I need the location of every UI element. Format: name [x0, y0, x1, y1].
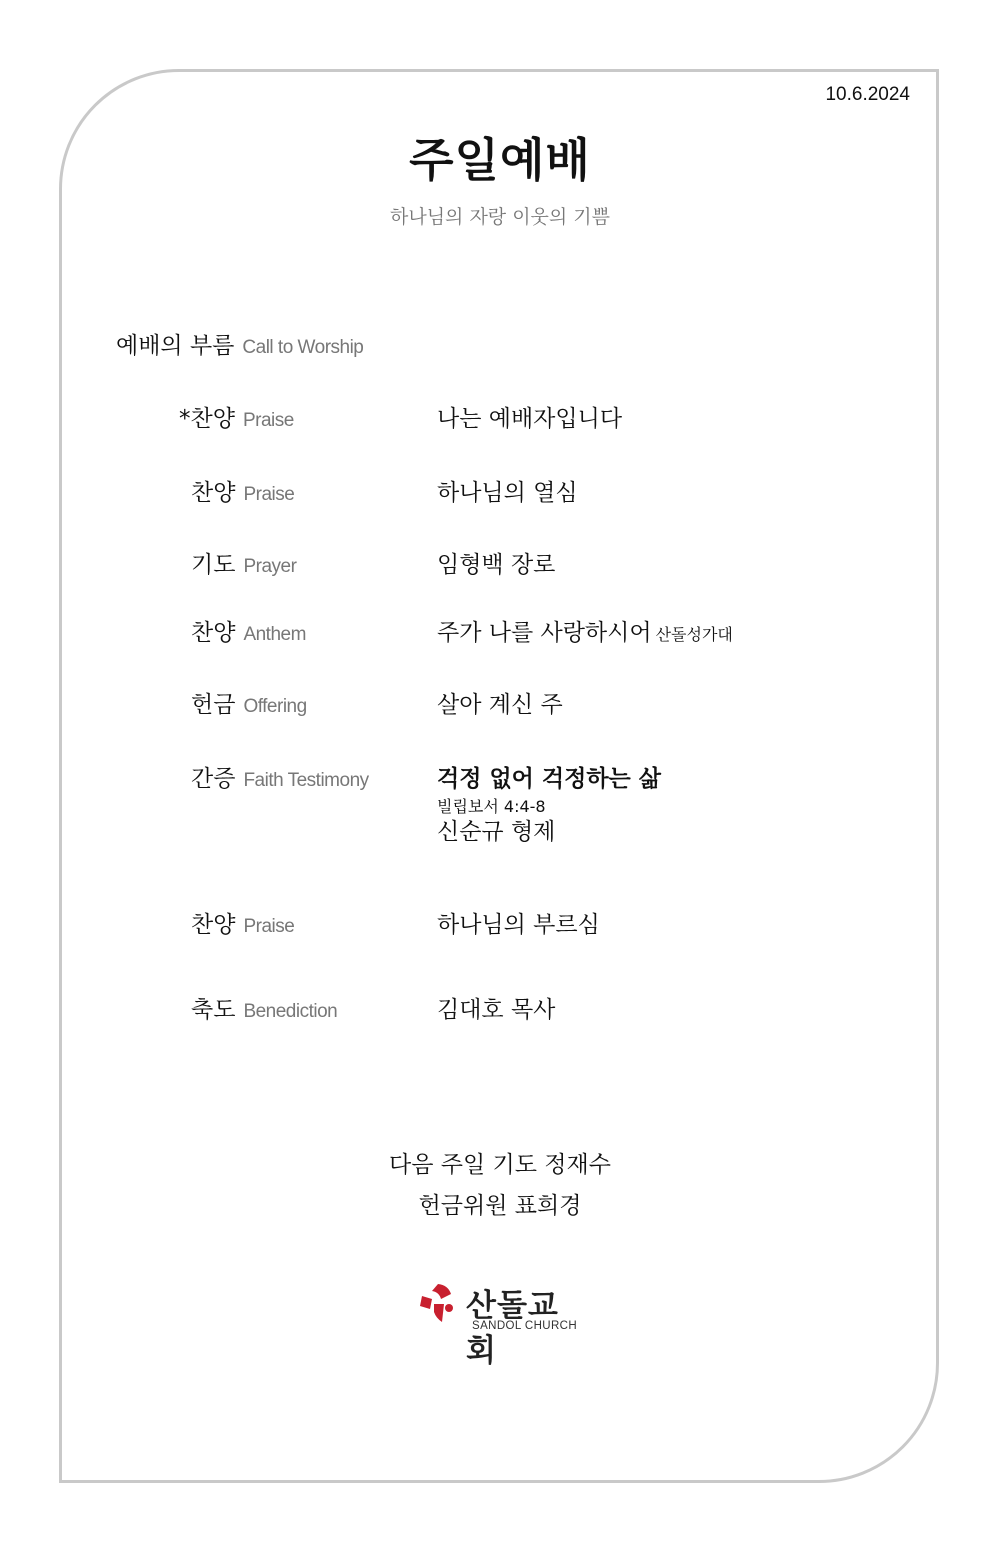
call-to-worship-ko: 예배의 부름 [116, 333, 235, 359]
offering-committee: 헌금위원 표희경 [418, 1193, 582, 1219]
order-label [191, 614, 306, 647]
order-label [191, 546, 296, 579]
order-content: 하나님의 부르심 [437, 912, 600, 938]
order-label-en: Praise [243, 484, 295, 505]
order-label [191, 474, 294, 507]
order-label-ko: *찬양 [179, 406, 235, 432]
order-label-en: Anthem [243, 624, 306, 645]
order-content: 하나님의 열심 [437, 480, 578, 506]
order-label-ko: 축도 [191, 997, 236, 1023]
order-label-ko: 찬양 [191, 480, 236, 506]
order-label [191, 991, 337, 1024]
order-label-en: Faith Testimony [243, 770, 369, 791]
page-title: 주일예배 [409, 133, 591, 187]
testimony-title: 걱정 없어 걱정하는 삶 [437, 766, 661, 792]
order-label-ko: 헌금 [191, 692, 236, 718]
order-content: 임형백 장로 [437, 552, 556, 578]
church-logo [418, 1280, 588, 1369]
order-label [191, 906, 294, 939]
order-label-ko: 간증 [191, 766, 236, 792]
page-subtitle: 하나님의 자랑 이웃의 기쁨 [389, 206, 610, 228]
call-to-worship [116, 327, 363, 360]
order-label-en: Prayer [243, 556, 297, 577]
anthem-title: 주가 나를 사랑하시어 [437, 620, 652, 646]
order-content [437, 614, 733, 647]
order-label-ko: 찬양 [191, 620, 236, 646]
order-label [191, 760, 369, 793]
choir-name: 산돌성가대 [655, 625, 733, 644]
testimony-scripture: 빌립보서 4:4-8 [437, 797, 546, 816]
order-label-ko: 기도 [191, 552, 236, 578]
order-content: 살아 계신 주 [437, 692, 563, 718]
next-week-prayer: 다음 주일 기도 정재수 [389, 1152, 611, 1178]
call-to-worship-en: Call to Worship [242, 337, 364, 358]
order-content: 나는 예배자입니다 [437, 406, 623, 432]
church-name: 산돌교회 [466, 1288, 559, 1369]
order-label-en: Praise [242, 410, 294, 431]
order-label [191, 686, 307, 719]
order-content: 김대호 목사 [437, 997, 556, 1023]
church-logo-icon [418, 1282, 458, 1324]
testimony-speaker: 신순규 형제 [437, 819, 556, 845]
order-label-ko: 찬양 [191, 912, 236, 938]
service-date: 10.6.2024 [825, 84, 910, 105]
order-label-en: Benediction [243, 1001, 338, 1022]
order-content [437, 760, 661, 847]
order-label [179, 400, 294, 433]
church-name-en: SANDOL CHURCH [472, 1320, 578, 1332]
order-label-en: Praise [243, 916, 295, 937]
order-label-en: Offering [243, 696, 307, 717]
